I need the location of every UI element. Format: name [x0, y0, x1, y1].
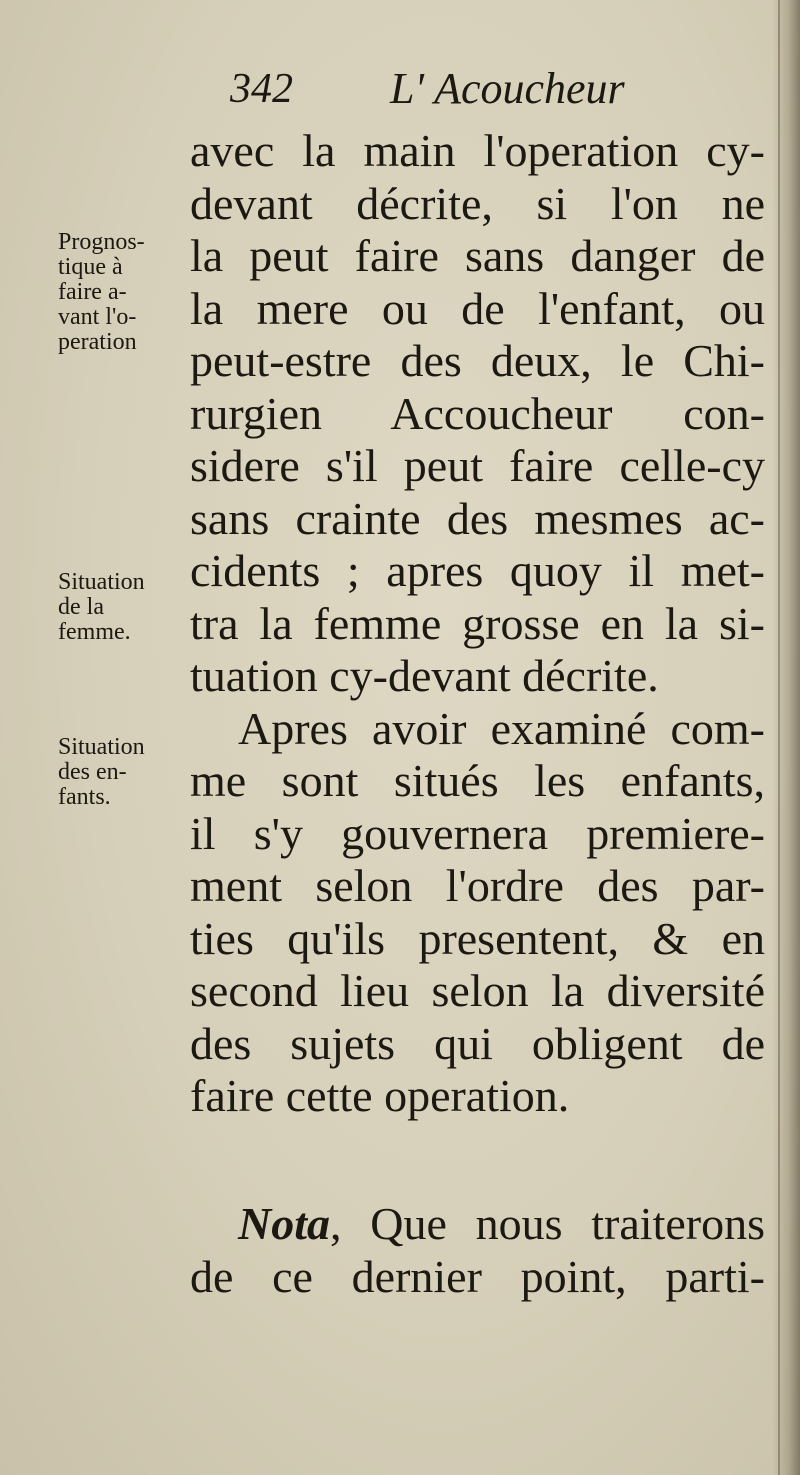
page-edge-line	[778, 0, 780, 1475]
nota-line-rest: , Que nous traiterons	[330, 1198, 765, 1249]
text-line: second lieu selon la diversité	[190, 965, 765, 1016]
page-number: 342	[230, 66, 293, 112]
text-line: cidents ; apres quoy il met-	[190, 545, 765, 596]
text-line: la peut faire sans danger de	[190, 230, 765, 281]
text-line: des sujets qui obligent de	[190, 1017, 765, 1069]
body-text	[190, 125, 765, 1123]
text-line: rurgien Accoucheur con-	[190, 387, 765, 439]
nota-word: Nota	[238, 1198, 330, 1249]
text-line: avec la main l'operation cy-	[190, 125, 765, 176]
margin-note-line: Prognos-	[58, 229, 145, 255]
text-line: peut-estre des deux, le Chi-	[190, 335, 765, 386]
text-line: la mere ou de l'enfant, ou	[190, 282, 765, 334]
text-line: Apres avoir examiné com-	[238, 702, 765, 754]
margin-note-line: fants.	[58, 784, 111, 810]
text-line: tra la femme grosse en la si-	[190, 597, 765, 649]
text-line: sans crainte des mesmes ac-	[190, 492, 765, 544]
nota-line	[190, 1198, 765, 1251]
margin-note-line: faire a-	[58, 279, 127, 305]
text-line: tuation cy-devant décrite.	[190, 650, 659, 701]
margin-note-line: Situation	[58, 569, 145, 595]
page-header	[230, 64, 690, 124]
margin-note-line: femme.	[58, 619, 131, 645]
text-line: faire cette operation.	[190, 1070, 570, 1121]
text-line: me sont situés les enfants,	[190, 755, 765, 806]
margin-note-line: des en-	[58, 759, 127, 785]
running-title: L' Acoucheur	[390, 64, 625, 113]
margin-note-situation-enfants	[58, 735, 198, 810]
text-line: il s'y gouvernera premiere-	[190, 807, 765, 859]
page-edge-shadow	[772, 0, 800, 1475]
margin-note-prognostique	[58, 230, 198, 355]
margin-note-line: vant l'o-	[58, 304, 137, 330]
margin-note-line: de la	[58, 594, 104, 620]
nota-line: de ce dernier point, parti-	[190, 1250, 765, 1302]
margin-note-line: Situation	[58, 734, 145, 760]
text-line: ment selon l'ordre des par-	[190, 860, 765, 911]
margin-note-situation-femme	[58, 570, 198, 645]
text-line: sidere s'il peut faire celle-cy	[190, 440, 765, 491]
text-line: ties qu'ils presentent, & en	[190, 912, 765, 964]
text-line: devant décrite, si l'on ne	[190, 177, 765, 229]
margin-note-line: tique à	[58, 254, 123, 280]
margin-note-line: peration	[58, 329, 137, 355]
nota-paragraph	[190, 1198, 765, 1303]
